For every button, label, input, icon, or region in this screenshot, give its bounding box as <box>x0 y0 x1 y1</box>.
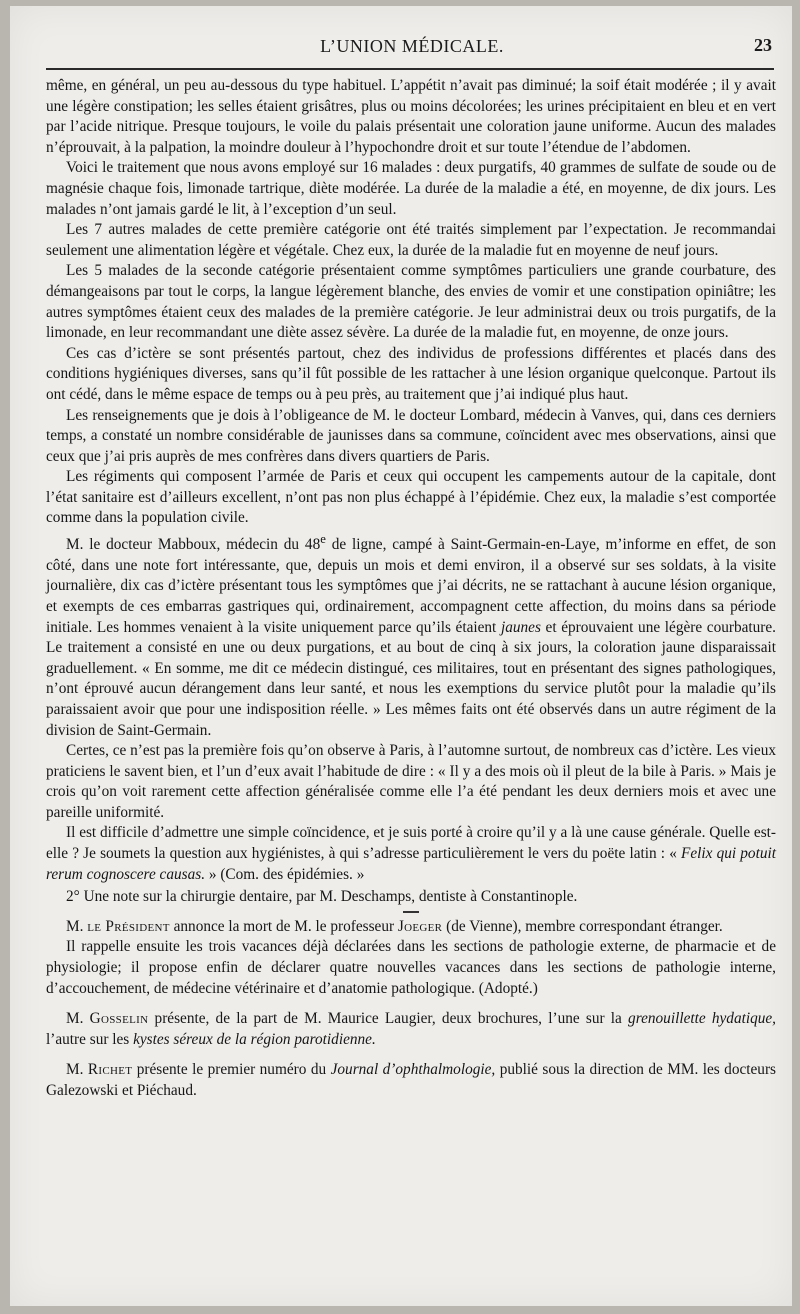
italic-word-jaunes: jaunes <box>500 618 541 636</box>
italic-journal-title: Journal d’ophthalmologie, <box>330 1061 496 1079</box>
speaker-gosselin: Gosselin <box>89 1010 149 1028</box>
paragraph-15-part-a: M. <box>66 1061 88 1079</box>
latin-quote: Felix qui potuit rerum cognoscere causas. <box>46 845 776 883</box>
paragraph-15 <box>46 1060 776 1101</box>
speaker-richet: Richet <box>87 1061 133 1079</box>
paragraph-14-part-c: l’autre sur les <box>46 1030 134 1048</box>
paragraph-12 <box>46 917 776 938</box>
paragraph-6: Les renseignements que je dois à l’obligeance de M. le docteur Lombard, médecin à Vanves, qui, dans ces derniers temps, a constaté un nombre considérable de jaunisses dans sa commune, coïncident avec mes observations, ainsi que ceux que j’ai pris auprès de mes confrères dans divers quartiers de Paris. <box>46 406 776 465</box>
paragraph-12-part-b: annonce la mort de M. le professeur <box>169 917 398 935</box>
paragraph-15-part-c: publié sous la direction de MM. les docteurs Galezowski et Piéchaud. <box>46 1061 777 1099</box>
paragraph-3: Les 7 autres malades de cette première catégorie ont été traités simplement par l’expectation. Je recommandai seulement une alimentation légère et végétale. Chez eux, la durée de la maladie fut en moyenne de neuf jours. <box>46 221 776 259</box>
paragraph-4: Les 5 malades de la seconde catégorie présentaient comme symptômes particuliers une grande courbature, des démangeaisons par tout le corps, la langue légèrement blanche, des envies de vomir et une constipation opiniâtre; les autres symptômes étaient ceux des malades de la première catégorie. Je leur administrai deux ou trois purgatifs, de la limonade, en leur recommandant une diète assez sévère. La durée de la maladie fut, en moyenne, de onze jours. <box>46 262 776 342</box>
paragraph-5: Ces cas d’ictère se sont présentés partout, chez des individus de professions différentes et placés dans des conditions hygiéniques diverses, sans qu’il fût possible de les rattacher à une lésion organique quelconque. Partout ils ont cédé, dans le même espace de temps ou à peu près, au traitement que j’ai indiqué plus haut. <box>46 344 776 403</box>
paragraph-13: Il rappelle ensuite les trois vacances déjà déclarées dans les sections de pathologie externe, de pharmacie et de physiologie; il propose enfin de déclarer quatre nouvelles vacances dans les sections de pathologie interne, d’accouchement, de médecine vétérinaire et d’anatomie pathologique. (Adopté.) <box>46 938 776 997</box>
article-body <box>46 76 776 1286</box>
paragraph-9: Certes, ce n’est pas la première fois qu’on observe à Paris, à l’automne surtout, de nombreux cas d’ictère. Les vieux praticiens le savent bien, et l’un d’eux avait l’habitude de dire : « Il y a des mois où il pleut de la bile à Paris. » Mais je crois qu’on voit rarement cette affection généralisée comme elle l’a été pendant les deux derniers mois et avec une pareille uniformité. <box>46 742 776 821</box>
paragraph-1: même, en général, un peu au-dessous du type habituel. L’appétit n’avait pas diminué; la soif était modérée ; il y avait une légère constipation; les selles étaient grisâtres, plus ou moins décolorées; les urines précipitaient en bleu et en vert par l’acide nitrique. Presque toujours, le voile du palais présentait une coloration jaune uniforme. Aucun des malades n’éprouvait, à la palpation, la moindre douleur à l’hypochondre droit et sur toute l’étendue de l’abdomen. <box>46 77 776 156</box>
paragraph-15-part-b: présente le premier numéro du <box>132 1061 331 1079</box>
paragraph-8-part-a: M. le docteur Mabboux, médecin du 48 <box>66 536 321 554</box>
paragraph-10-part-a: Il est difficile d’admettre une simple coïncidence, et je suis porté à croire qu’il y a là une cause générale. Quelle est-elle ? Je soumets la question aux hygiénistes, à qui s’adresse particulièrement le vers du poëte latin : « <box>46 824 776 863</box>
paragraph-14-part-a: M. <box>66 1010 90 1028</box>
paragraph-14-part-b: présente, de la part de M. Maurice Laugier, deux brochures, l’une sur la <box>148 1010 629 1028</box>
paragraph-11: 2° Une note sur la chirurgie dentaire, par M. Deschamps, dentiste à Constantinople. <box>66 888 578 906</box>
page-number: 23 <box>754 35 772 55</box>
paragraph-8 <box>46 529 776 741</box>
document-page <box>10 6 792 1306</box>
paragraph-12-part-a: M. <box>66 917 88 935</box>
speaker-president: le Président <box>87 917 170 935</box>
page-header <box>50 32 774 66</box>
header-rule <box>46 68 774 70</box>
paragraph-10-part-b: » (Com. des épidémies. » <box>205 865 365 883</box>
paragraph-8-part-b: de ligne, campé à Saint-Germain-en-Laye, m’informe en effet, de son côté, dans une note fort intéressante, que, depuis un mois et demi environ, il a observé sur ses soldats, à la visite journalière, dix cas d’ictère présentant tous les symptômes que j’ai décrits, ne se rattachant à aucune lésion organique, et exempts de ces embarras gastriques qui, ordinairement, accompagnent cette affection, du moins dans sa période initiale. Les hommes venaient à la visite uniquement parce qu’ils étaient <box>46 536 776 636</box>
paragraph-2: Voici le traitement que nous avons employé sur 16 malades : deux purgatifs, 40 grammes de sulfate de soude ou de magnésie chaque fois, limonade tartrique, diète modérée. La durée de la maladie a été, en moyenne, de dix jours. Les malades n’ont jamais gardé le lit, à l’exception d’un seul. <box>46 159 776 218</box>
paragraph-12-part-c: (de Vienne), membre correspondant étranger. <box>442 917 723 935</box>
paragraph-14 <box>46 1009 776 1050</box>
italic-grenouillette: grenouillette hydatique, <box>628 1010 777 1028</box>
paragraph-8-part-c: et éprouvaient une légère courbature. Le traitement a consisté en une ou deux purgations, et au bout de cinq à six jours, la coloration jaune disparaissait graduellement. « En somme, me dit ce médecin distingué, ces militaires, tout en présentant des signes pathologiques, n’ont éprouvé aucun dérangement dans leur santé, et nous les exemptions du service plutôt pour la maladie qu’ils paraissaient avoir que pour une indisposition réelle. » Les mêmes faits ont été observés dans un autre régiment de la division de Saint-Germain. <box>46 618 777 739</box>
paragraph-7: Les régiments qui composent l’armée de Paris et ceux qui occupent les campements autour de la capitale, dont l’état sanitaire est d’ailleurs excellent, n’ont pas non plus échappé à l’épidémie. Chez eux, la maladie s’est comportée comme dans la population civile. <box>46 468 776 527</box>
name-joeger: Joeger <box>397 917 443 935</box>
running-title: L’UNION MÉDICALE. <box>320 36 504 56</box>
paragraph-10 <box>46 823 776 885</box>
italic-kystes: kystes séreux de la région parotidienne. <box>133 1030 376 1048</box>
section-separator <box>403 911 419 913</box>
ordinal-suffix: e <box>320 532 326 547</box>
